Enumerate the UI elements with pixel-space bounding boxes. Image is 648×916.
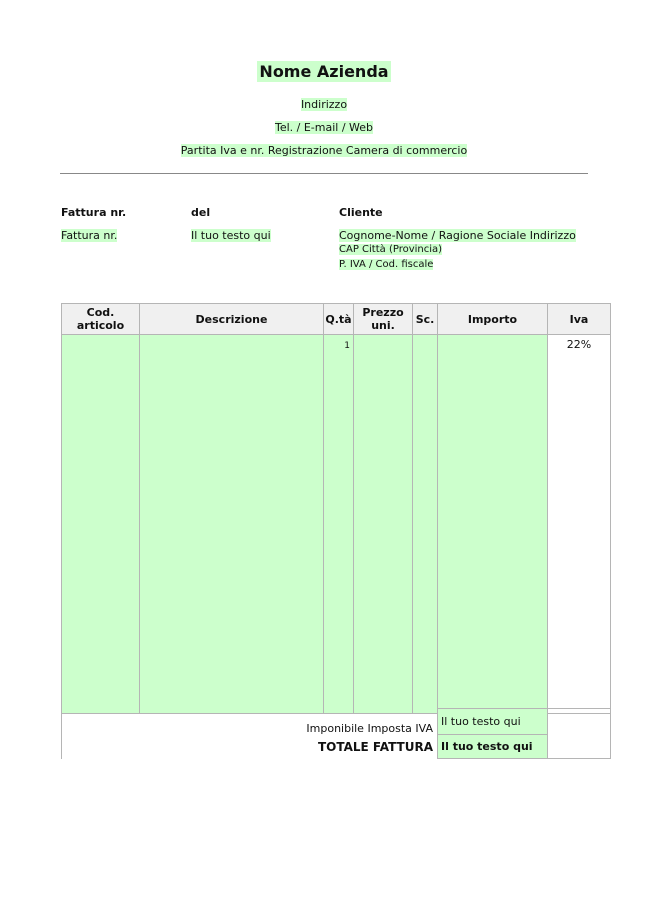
invoice-number-field[interactable]: Fattura nr. — [61, 229, 118, 242]
table-row — [62, 335, 611, 714]
column-header-code: Cod. articolo — [62, 304, 140, 335]
totals-table — [61, 708, 611, 759]
invoice-date-label: del — [191, 206, 211, 219]
column-header-amount: Importo — [438, 304, 548, 335]
cell-vat: 22% — [548, 335, 611, 714]
total-label: TOTALE FATTURA — [62, 735, 438, 759]
cell-amount[interactable] — [438, 335, 548, 714]
cell-description[interactable] — [140, 335, 324, 714]
cell-qty[interactable]: 1 — [324, 335, 354, 714]
company-contacts: Tel. / E-mail / Web — [274, 121, 374, 134]
client-label: Cliente — [339, 206, 383, 219]
client-name-field[interactable]: Cognome-Nome / Ragione Sociale Indirizzo — [339, 229, 576, 242]
header-divider — [60, 173, 588, 174]
totals-vat-cell — [548, 709, 611, 759]
cell-code[interactable] — [62, 335, 140, 714]
column-header-vat: Iva — [548, 304, 611, 335]
invoice-date-field[interactable]: Il tuo testo qui — [191, 229, 271, 242]
taxable-row — [62, 709, 611, 735]
company-address: Indirizzo — [300, 98, 348, 111]
client-tax-field[interactable]: P. IVA / Cod. fiscale — [339, 259, 434, 270]
taxable-value[interactable]: Il tuo testo qui — [438, 709, 548, 735]
table-header-row — [62, 304, 611, 335]
invoice-number-label: Fattura nr. — [61, 206, 127, 219]
company-vat-registration: Partita Iva e nr. Registrazione Camera di commercio — [180, 144, 468, 157]
total-row — [62, 735, 611, 759]
items-table — [61, 303, 611, 714]
column-header-description: Descrizione — [140, 304, 324, 335]
column-header-price: Prezzo uni. — [354, 304, 413, 335]
client-city-field[interactable]: CAP Città (Provincia) — [339, 244, 443, 255]
company-name: Nome Azienda — [259, 62, 389, 81]
taxable-label: Imponibile Imposta IVA — [62, 709, 438, 735]
column-header-qty: Q.tà — [324, 304, 354, 335]
cell-discount[interactable] — [413, 335, 438, 714]
cell-price[interactable] — [354, 335, 413, 714]
column-header-discount: Sc. — [413, 304, 438, 335]
total-value[interactable]: Il tuo testo qui — [438, 735, 548, 759]
